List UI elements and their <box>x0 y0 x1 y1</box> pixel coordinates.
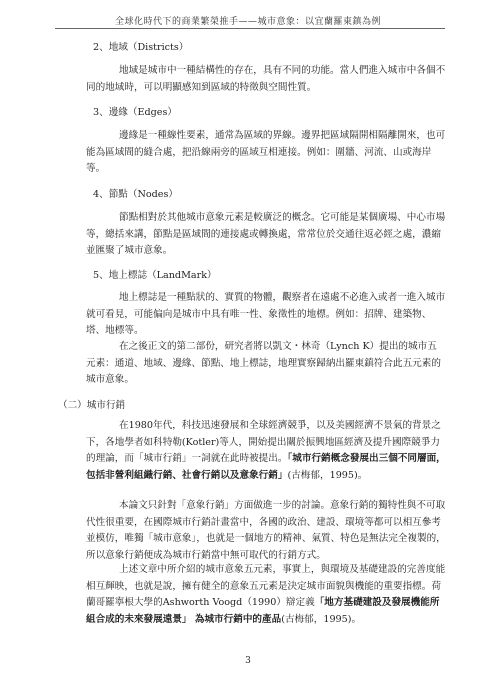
section-heading: （二）城市行銷 <box>58 400 126 411</box>
p3-citation: (古梅郁，1995)。 <box>281 613 362 625</box>
item-heading-landmark: 5、地上標誌（LandMark） <box>93 270 217 281</box>
item-heading-nodes: 4、節點（Nodes） <box>93 189 178 200</box>
summary-paragraph: 在之後正文的第二部份，研究者將以凱文・林奇（Lynch K）提出的城市五元素：通道、地域、邊緣、節點、地上標誌，地理實察歸納出羅東鎮符合此五元素的城市意象。 <box>86 341 441 385</box>
body-paragraph-1 <box>86 418 446 484</box>
p1-bold-quote: 「城市行銷概念發展出三個不同層面，包括非營利組織行銷、社會行銷以及意象行銷」 <box>86 453 446 481</box>
p1-text: 在1980年代，科技迅速發展和全球經濟競爭，以及美國經濟不景氣的背景之下，各地學者如科特勒(Kotler)等人，開始提出關於振興地區經濟及提升國際競爭力的理論，而「城市行銷」一詞就在此時被提出。 <box>86 420 441 464</box>
running-header: 全球化時代下的商業繁榮推手——城市意象：以宜蘭羅東鎮為例 <box>114 17 381 27</box>
item-text-nodes: 節點相對於其他城市意象元素是較廣泛的概念。它可能是某個廣場、中心市場等，總括來講，節點是區域間的連接處或轉換處，常常位於交通往返必經之處，濃縮並匯聚了城市意象。 <box>86 212 446 256</box>
item-text-districts: 地域是城市中一種結構性的存在，具有不同的功能。當人們進入城市中各個不同的地域時，可以明顯感知到區域的特徵與空間性質。 <box>86 65 446 93</box>
item-heading-edges: 3、邊緣（Edges） <box>93 107 177 118</box>
p3-text: 上述文章中所介紹的城市意象五元素，事實上，與環境及基礎建設的完善度能相互輝映，也就是說，擁有健全的意象五元素是決定城市面貌與機能的重要指標。荷蘭哥羅寧根大學的Ashworth Voogd（1990）辯定義 <box>86 564 446 608</box>
p3-bold-quote: 「地方基礎建設及發展機能所組合成的未來發展遠景」 為城市行銷中的產品 <box>86 597 440 625</box>
item-heading-districts: 2、地域（Districts） <box>93 42 189 53</box>
body-paragraph-3 <box>86 562 446 628</box>
body-paragraph-2: 本論文只針對「意象行銷」方面做進一步的討論。意象行銷的獨特性與不可取代性很重要，在國際城市行銷計畫當中，各國的政治、建設、環境等都可以相互參考並模仿，唯獨「城市意象」，也就是一個地方的精神、氣質、特色是無法完全複製的，所以意象行銷便成為城市行銷當中無可取代的行銷方式。 <box>86 500 446 561</box>
p1-citation: (古梅郁，1995)。 <box>287 469 368 481</box>
header-rule <box>55 28 445 29</box>
item-text-landmark: 地上標誌是一種點狀的、實質的物體，觀察者在遠處不必進入或者一進入城市就可看見，可能偏向是城市中具有唯一性、象徵性的地標。例如：招牌、建築物、塔、地標等。 <box>86 292 446 336</box>
item-text-edges: 邊緣是一種線性要素，通常為區域的界線。邊界把區域隔開相隔離開來，也可能為區域間的縫合處，把沿線兩旁的區域互相連接。例如：圍牆、河流、山或海岸等。 <box>86 130 446 174</box>
page-number: 3 <box>245 656 251 666</box>
